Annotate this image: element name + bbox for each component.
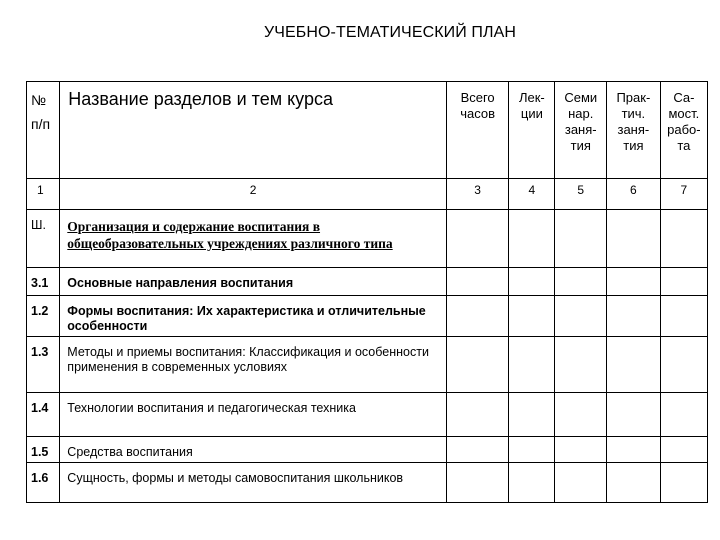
row-title: Методы и приемы воспитания: Классификация и особенности применения в современных условиях [60,337,447,393]
table-row [27,393,708,437]
table-row [27,437,708,463]
table-row [27,337,708,393]
row-index: 1.3 [27,337,60,393]
header-lectures: Лек- ции [509,82,555,179]
header-total: Всего часов [446,82,508,179]
header-practical: Прак- тич. заня- тия [607,82,661,179]
col-number: 7 [660,179,707,210]
table-row [27,463,708,503]
row-title: Технологии воспитания и педагогическая техника [60,393,447,437]
row-title [60,210,447,268]
col-number: 6 [607,179,661,210]
col-number: 2 [60,179,447,210]
row-title: Средства воспитания [60,437,447,463]
col-number: 5 [555,179,607,210]
row-title: Формы воспитания: Их характеристика и отличительные особенности [60,296,447,337]
table-row [27,296,708,337]
row-index: 3.1 [27,268,60,296]
row-index: 1.6 [27,463,60,503]
header-seminars: Семи нар. заня- тия [555,82,607,179]
table-header-row [27,82,708,179]
header-selfwork: Са- мост. рабо- та [660,82,707,179]
col-number: 4 [509,179,555,210]
page-title: УЧЕБНО-ТЕМАТИЧЕСКИЙ ПЛАН [263,24,517,41]
row-index: Ш. [27,210,60,268]
header-name: Название разделов и тем курса [60,82,447,179]
table-row [27,268,708,296]
curriculum-table [26,81,708,503]
table-row [27,210,708,268]
column-numbers-row [27,179,708,210]
row-index: 1.2 [27,296,60,337]
row-title: Основные направления воспитания [60,268,447,296]
header-num: № п/п [27,82,60,179]
col-number: 3 [446,179,508,210]
row-index: 1.5 [27,437,60,463]
row-index: 1.4 [27,393,60,437]
col-number: 1 [27,179,60,210]
row-title: Сущность, формы и методы самовоспитания школьников [60,463,447,503]
section-title: Организация и содержание воспитания в общеобразовательных учреждениях различного типа [67,219,393,251]
